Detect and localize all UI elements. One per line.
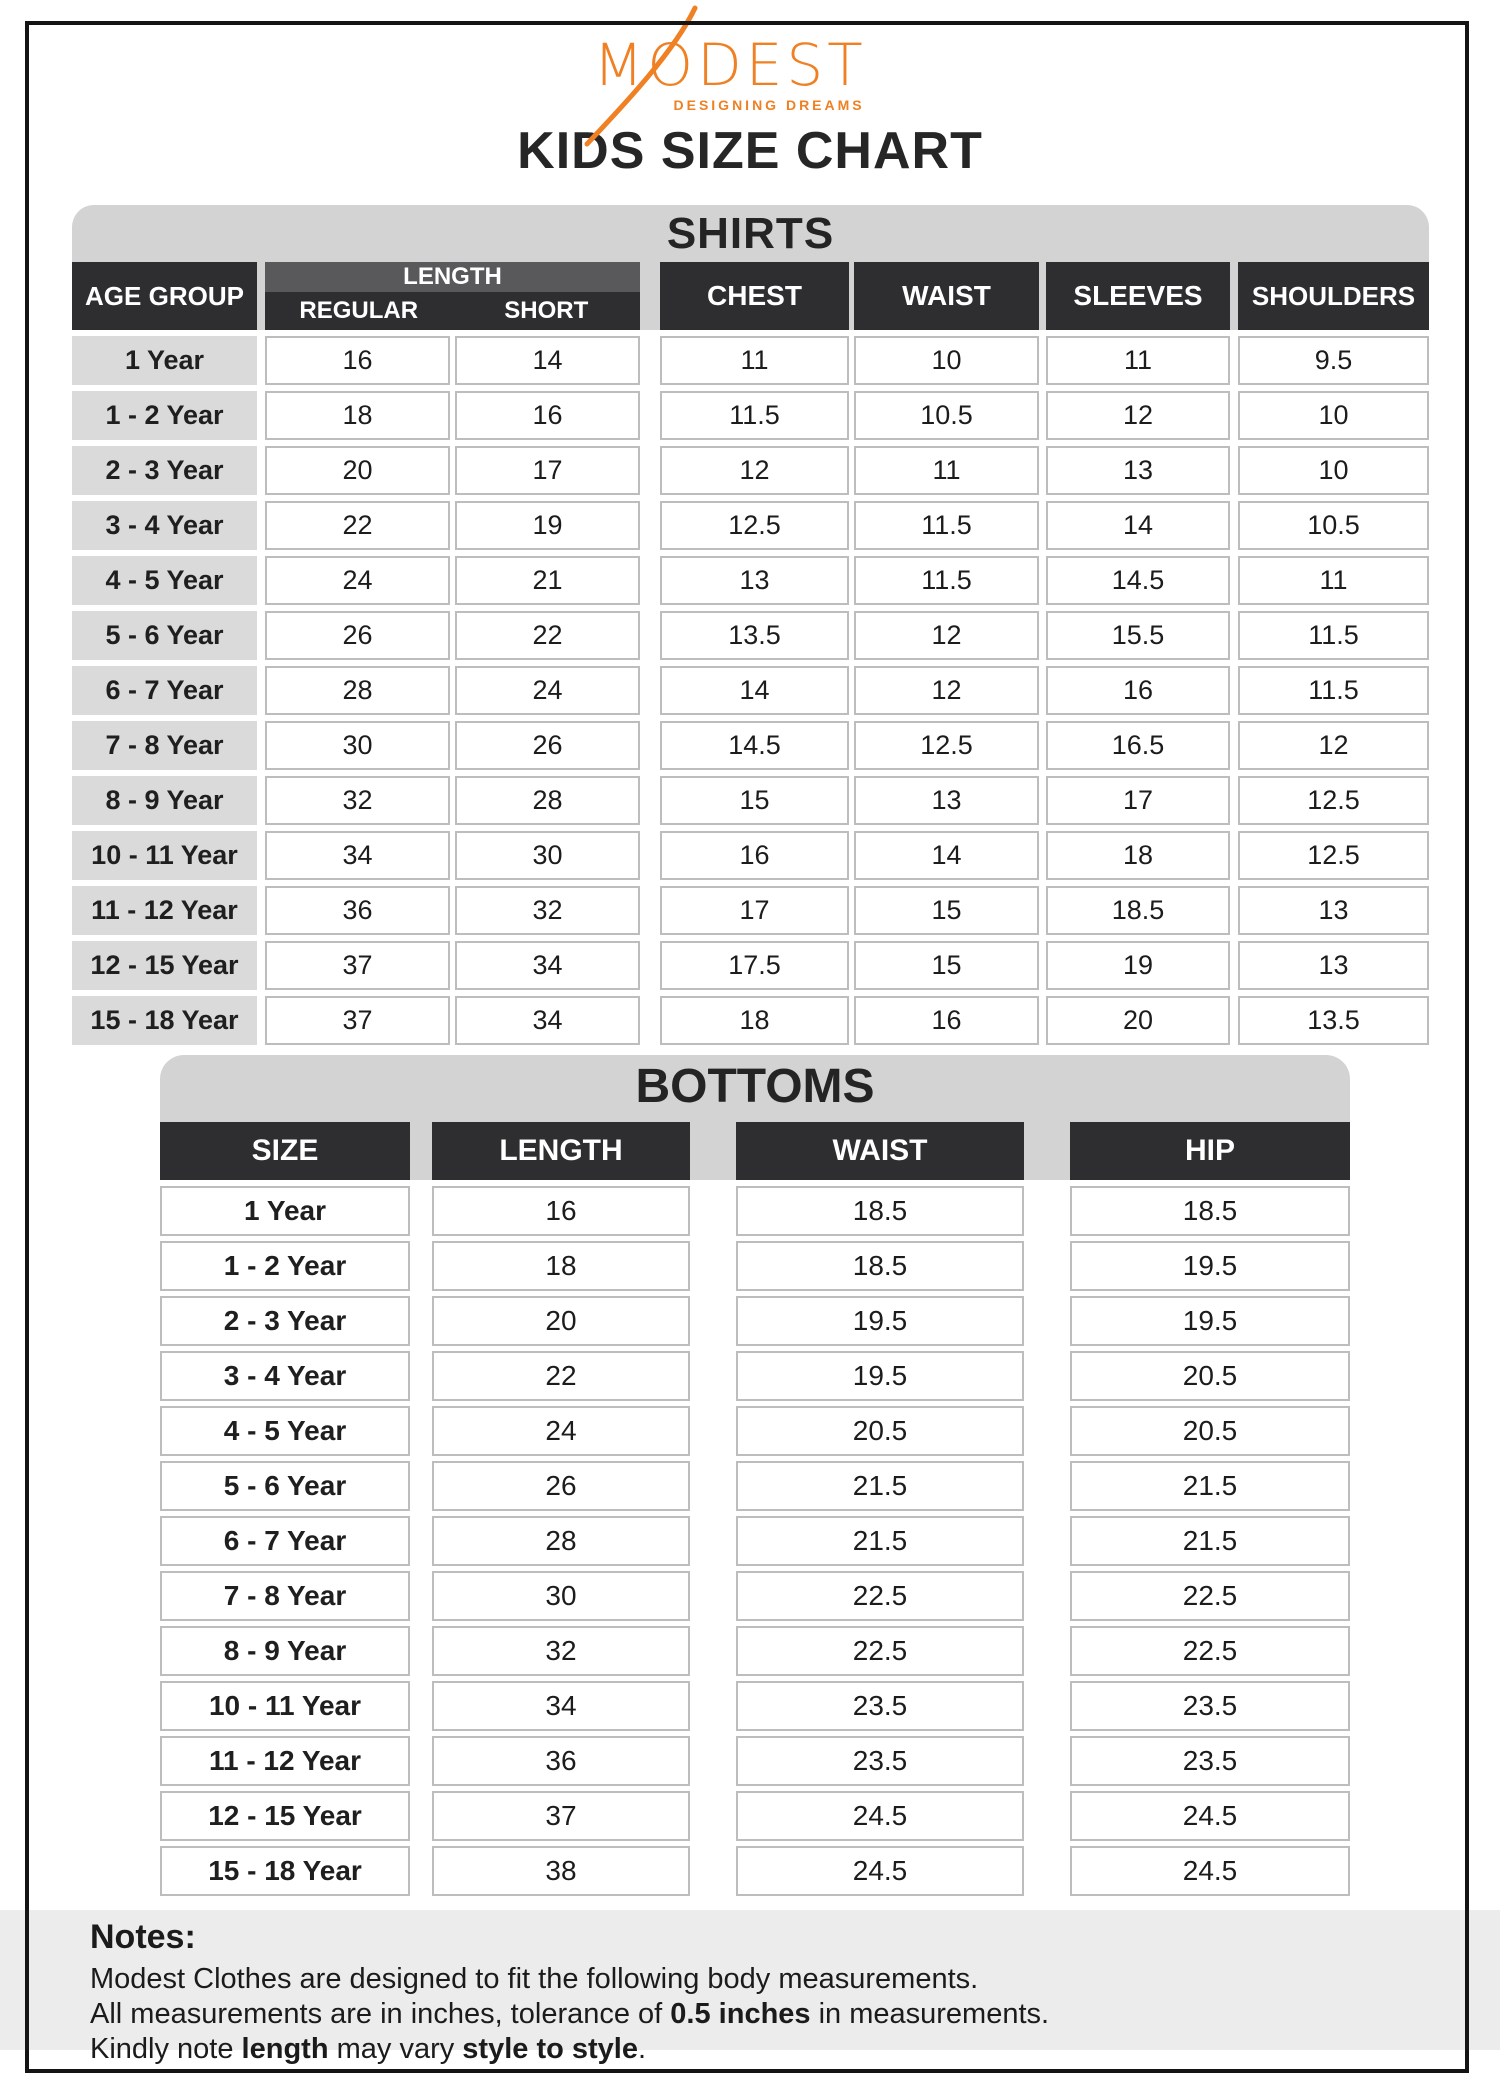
- waist-cell: 24.5: [736, 1791, 1024, 1841]
- regular-length-cell: 37: [265, 941, 450, 990]
- sleeves-cell: 19: [1046, 941, 1230, 990]
- regular-length-cell: 24: [265, 556, 450, 605]
- age-group-cell: 15 - 18 Year: [72, 996, 257, 1045]
- hip-cell: 21.5: [1070, 1516, 1350, 1566]
- age-group-cell: 1 Year: [72, 336, 257, 385]
- short-length-cell: 30: [455, 831, 640, 880]
- length-cell: 24: [432, 1406, 690, 1456]
- sleeves-cell: 16.5: [1046, 721, 1230, 770]
- bottoms-header-length: LENGTH: [432, 1122, 690, 1180]
- short-length-cell: 24: [455, 666, 640, 715]
- brand-logo: [593, 31, 867, 113]
- notes-text: Kindly note: [90, 2033, 242, 2065]
- page-header: [0, 31, 1500, 180]
- regular-length-cell: 34: [265, 831, 450, 880]
- waist-cell: 15: [854, 886, 1039, 935]
- length-cell: 36: [432, 1736, 690, 1786]
- shirts-header-waist: WAIST: [854, 262, 1039, 330]
- waist-cell: 22.5: [736, 1626, 1024, 1676]
- shirts-header-length-group: [265, 262, 640, 330]
- length-cell: 18: [432, 1241, 690, 1291]
- chest-cell: 11: [660, 336, 849, 385]
- age-group-cell: 10 - 11 Year: [72, 831, 257, 880]
- size-cell: 6 - 7 Year: [160, 1516, 410, 1566]
- shirts-table-row: [72, 666, 1429, 715]
- regular-length-cell: 20: [265, 446, 450, 495]
- short-length-cell: 14: [455, 336, 640, 385]
- sleeves-cell: 18: [1046, 831, 1230, 880]
- shoulders-cell: 12: [1238, 721, 1429, 770]
- size-cell: 7 - 8 Year: [160, 1571, 410, 1621]
- sleeves-cell: 17: [1046, 776, 1230, 825]
- shoulders-cell: 13.5: [1238, 996, 1429, 1045]
- waist-cell: 24.5: [736, 1846, 1024, 1896]
- short-length-cell: 21: [455, 556, 640, 605]
- notes-text: may vary: [328, 2033, 463, 2065]
- notes-text: All measurements are in inches, tolerance of: [90, 1998, 671, 2030]
- shirts-header-length: LENGTH: [265, 262, 640, 292]
- regular-length-cell: 36: [265, 886, 450, 935]
- brand-name: MODEST: [593, 31, 867, 99]
- sleeves-cell: 18.5: [1046, 886, 1230, 935]
- size-cell: 10 - 11 Year: [160, 1681, 410, 1731]
- length-cell: 37: [432, 1791, 690, 1841]
- regular-length-cell: 28: [265, 666, 450, 715]
- notes-text: .: [637, 2033, 647, 2065]
- chest-cell: 17: [660, 886, 849, 935]
- shoulders-cell: 12.5: [1238, 831, 1429, 880]
- regular-length-cell: 32: [265, 776, 450, 825]
- notes-line: [90, 2032, 1500, 2067]
- shoulders-cell: 11: [1238, 556, 1429, 605]
- shirts-header-regular: REGULAR: [299, 297, 419, 324]
- waist-cell: 11.5: [854, 501, 1039, 550]
- sleeves-cell: 14: [1046, 501, 1230, 550]
- bottoms-table-row: [160, 1296, 1350, 1346]
- waist-cell: 12: [854, 666, 1039, 715]
- short-length-cell: 17: [455, 446, 640, 495]
- shirts-table-row: [72, 501, 1429, 550]
- waist-cell: 18.5: [736, 1241, 1024, 1291]
- shirts-header-length-sub: [265, 292, 640, 330]
- bottoms-table-row: [160, 1791, 1350, 1841]
- shirts-table-row: [72, 611, 1429, 660]
- notes-bold-text: style to style: [462, 2033, 638, 2065]
- size-cell: 1 - 2 Year: [160, 1241, 410, 1291]
- bottoms-section-title: BOTTOMS: [635, 1059, 875, 1113]
- notes-section: [0, 1910, 1500, 2065]
- chest-cell: 17.5: [660, 941, 849, 990]
- shoulders-cell: 12.5: [1238, 776, 1429, 825]
- shirts-table-row: [72, 886, 1429, 935]
- hip-cell: 24.5: [1070, 1791, 1350, 1841]
- sleeves-cell: 14.5: [1046, 556, 1230, 605]
- shirts-table-row: [72, 556, 1429, 605]
- waist-cell: 22.5: [736, 1571, 1024, 1621]
- waist-cell: 12.5: [854, 721, 1039, 770]
- size-cell: 5 - 6 Year: [160, 1461, 410, 1511]
- sleeves-cell: 11: [1046, 336, 1230, 385]
- chest-cell: 12: [660, 446, 849, 495]
- size-cell: 2 - 3 Year: [160, 1296, 410, 1346]
- waist-cell: 13: [854, 776, 1039, 825]
- shirts-table-row: [72, 941, 1429, 990]
- page-title: KIDS SIZE CHART: [517, 122, 983, 180]
- chest-cell: 16: [660, 831, 849, 880]
- chest-cell: 11.5: [660, 391, 849, 440]
- shirts-table-row: [72, 996, 1429, 1045]
- bottoms-rows: [160, 1186, 1350, 1896]
- hip-cell: 19.5: [1070, 1241, 1350, 1291]
- shirts-table-row: [72, 391, 1429, 440]
- short-length-cell: 26: [455, 721, 640, 770]
- length-cell: 32: [432, 1626, 690, 1676]
- shoulders-cell: 11.5: [1238, 666, 1429, 715]
- shirts-table-row: [72, 446, 1429, 495]
- notes-line: [90, 1962, 1500, 1997]
- age-group-cell: 8 - 9 Year: [72, 776, 257, 825]
- bottoms-table-row: [160, 1681, 1350, 1731]
- shoulders-cell: 9.5: [1238, 336, 1429, 385]
- waist-cell: 21.5: [736, 1516, 1024, 1566]
- shirts-table-row: [72, 721, 1429, 770]
- shoulders-cell: 10: [1238, 391, 1429, 440]
- sleeves-cell: 12: [1046, 391, 1230, 440]
- waist-cell: 19.5: [736, 1296, 1024, 1346]
- hip-cell: 22.5: [1070, 1571, 1350, 1621]
- regular-length-cell: 22: [265, 501, 450, 550]
- shirts-table-row: [72, 336, 1429, 385]
- hip-cell: 23.5: [1070, 1736, 1350, 1786]
- waist-cell: 11.5: [854, 556, 1039, 605]
- waist-cell: 19.5: [736, 1351, 1024, 1401]
- notes-heading: Notes:: [90, 1918, 196, 1956]
- length-cell: 28: [432, 1516, 690, 1566]
- short-length-cell: 22: [455, 611, 640, 660]
- shirts-table-row: [72, 831, 1429, 880]
- shirts-header-row: [72, 262, 1429, 330]
- short-length-cell: 16: [455, 391, 640, 440]
- age-group-cell: 3 - 4 Year: [72, 501, 257, 550]
- logo-swoosh-icon: [577, 6, 707, 146]
- regular-length-cell: 16: [265, 336, 450, 385]
- shoulders-cell: 10.5: [1238, 501, 1429, 550]
- shoulders-cell: 13: [1238, 886, 1429, 935]
- waist-cell: 15: [854, 941, 1039, 990]
- size-cell: 4 - 5 Year: [160, 1406, 410, 1456]
- size-cell: 15 - 18 Year: [160, 1846, 410, 1896]
- length-cell: 26: [432, 1461, 690, 1511]
- shirts-header-chest: CHEST: [660, 262, 849, 330]
- shirts-header-short: SHORT: [504, 297, 589, 324]
- notes-text: in measurements.: [810, 1998, 1050, 2030]
- short-length-cell: 34: [455, 996, 640, 1045]
- hip-cell: 22.5: [1070, 1626, 1350, 1676]
- regular-length-cell: 30: [265, 721, 450, 770]
- waist-cell: 18.5: [736, 1186, 1024, 1236]
- hip-cell: 23.5: [1070, 1681, 1350, 1731]
- age-group-cell: 1 - 2 Year: [72, 391, 257, 440]
- chest-cell: 12.5: [660, 501, 849, 550]
- notes-line: [90, 1997, 1500, 2032]
- waist-cell: 23.5: [736, 1736, 1024, 1786]
- shoulders-cell: 13: [1238, 941, 1429, 990]
- bottoms-header-size: SIZE: [160, 1122, 410, 1180]
- regular-length-cell: 18: [265, 391, 450, 440]
- notes-bold-text: 0.5 inches: [670, 1998, 811, 2030]
- shirts-header-sleeves: SLEEVES: [1046, 262, 1230, 330]
- hip-cell: 21.5: [1070, 1461, 1350, 1511]
- shirts-section: [72, 205, 1429, 1045]
- bottoms-table-row: [160, 1516, 1350, 1566]
- bottoms-table-row: [160, 1846, 1350, 1896]
- bottoms-table-row: [160, 1241, 1350, 1291]
- bottoms-section: [160, 1055, 1350, 1896]
- waist-cell: 21.5: [736, 1461, 1024, 1511]
- sleeves-cell: 16: [1046, 666, 1230, 715]
- age-group-cell: 11 - 12 Year: [72, 886, 257, 935]
- waist-cell: 10: [854, 336, 1039, 385]
- sleeves-cell: 13: [1046, 446, 1230, 495]
- age-group-cell: 5 - 6 Year: [72, 611, 257, 660]
- age-group-cell: 7 - 8 Year: [72, 721, 257, 770]
- size-cell: 12 - 15 Year: [160, 1791, 410, 1841]
- size-cell: 11 - 12 Year: [160, 1736, 410, 1786]
- chest-cell: 15: [660, 776, 849, 825]
- shirts-header-age-group: AGE GROUP: [72, 262, 257, 330]
- waist-cell: 12: [854, 611, 1039, 660]
- sleeves-cell: 20: [1046, 996, 1230, 1045]
- length-cell: 16: [432, 1186, 690, 1236]
- age-group-cell: 2 - 3 Year: [72, 446, 257, 495]
- age-group-cell: 12 - 15 Year: [72, 941, 257, 990]
- length-cell: 22: [432, 1351, 690, 1401]
- age-group-cell: 4 - 5 Year: [72, 556, 257, 605]
- size-cell: 3 - 4 Year: [160, 1351, 410, 1401]
- chest-cell: 14.5: [660, 721, 849, 770]
- age-group-cell: 6 - 7 Year: [72, 666, 257, 715]
- bottoms-table-row: [160, 1406, 1350, 1456]
- bottoms-table-row: [160, 1571, 1350, 1621]
- shoulders-cell: 11.5: [1238, 611, 1429, 660]
- bottoms-header-row: [160, 1122, 1350, 1180]
- waist-cell: 20.5: [736, 1406, 1024, 1456]
- chest-cell: 18: [660, 996, 849, 1045]
- shirts-section-title: SHIRTS: [666, 208, 835, 258]
- size-cell: 8 - 9 Year: [160, 1626, 410, 1676]
- bottoms-header-hip: HIP: [1070, 1122, 1350, 1180]
- hip-cell: 24.5: [1070, 1846, 1350, 1896]
- waist-cell: 23.5: [736, 1681, 1024, 1731]
- hip-cell: 20.5: [1070, 1351, 1350, 1401]
- bottoms-table-row: [160, 1186, 1350, 1236]
- size-cell: 1 Year: [160, 1186, 410, 1236]
- chest-cell: 13.5: [660, 611, 849, 660]
- hip-cell: 19.5: [1070, 1296, 1350, 1346]
- length-cell: 30: [432, 1571, 690, 1621]
- bottoms-table-row: [160, 1736, 1350, 1786]
- sleeves-cell: 15.5: [1046, 611, 1230, 660]
- regular-length-cell: 37: [265, 996, 450, 1045]
- regular-length-cell: 26: [265, 611, 450, 660]
- brand-tagline: DESIGNING DREAMS: [673, 97, 865, 113]
- bottoms-header-waist: WAIST: [736, 1122, 1024, 1180]
- bottoms-table-row: [160, 1461, 1350, 1511]
- notes-bold-text: length: [241, 2033, 329, 2065]
- waist-cell: 10.5: [854, 391, 1039, 440]
- notes-lines: [90, 1962, 1500, 2067]
- chest-cell: 14: [660, 666, 849, 715]
- chest-cell: 13: [660, 556, 849, 605]
- bottoms-table-row: [160, 1626, 1350, 1676]
- length-cell: 34: [432, 1681, 690, 1731]
- length-cell: 38: [432, 1846, 690, 1896]
- short-length-cell: 34: [455, 941, 640, 990]
- short-length-cell: 19: [455, 501, 640, 550]
- bottoms-table-row: [160, 1351, 1350, 1401]
- shirts-header-shoulders: SHOULDERS: [1238, 262, 1429, 330]
- short-length-cell: 28: [455, 776, 640, 825]
- hip-cell: 18.5: [1070, 1186, 1350, 1236]
- short-length-cell: 32: [455, 886, 640, 935]
- waist-cell: 16: [854, 996, 1039, 1045]
- shirts-rows: [72, 336, 1429, 1045]
- hip-cell: 20.5: [1070, 1406, 1350, 1456]
- waist-cell: 14: [854, 831, 1039, 880]
- shoulders-cell: 10: [1238, 446, 1429, 495]
- length-cell: 20: [432, 1296, 690, 1346]
- shirts-table-row: [72, 776, 1429, 825]
- notes-text: Modest Clothes are designed to fit the following body measurements.: [90, 1963, 979, 1995]
- waist-cell: 11: [854, 446, 1039, 495]
